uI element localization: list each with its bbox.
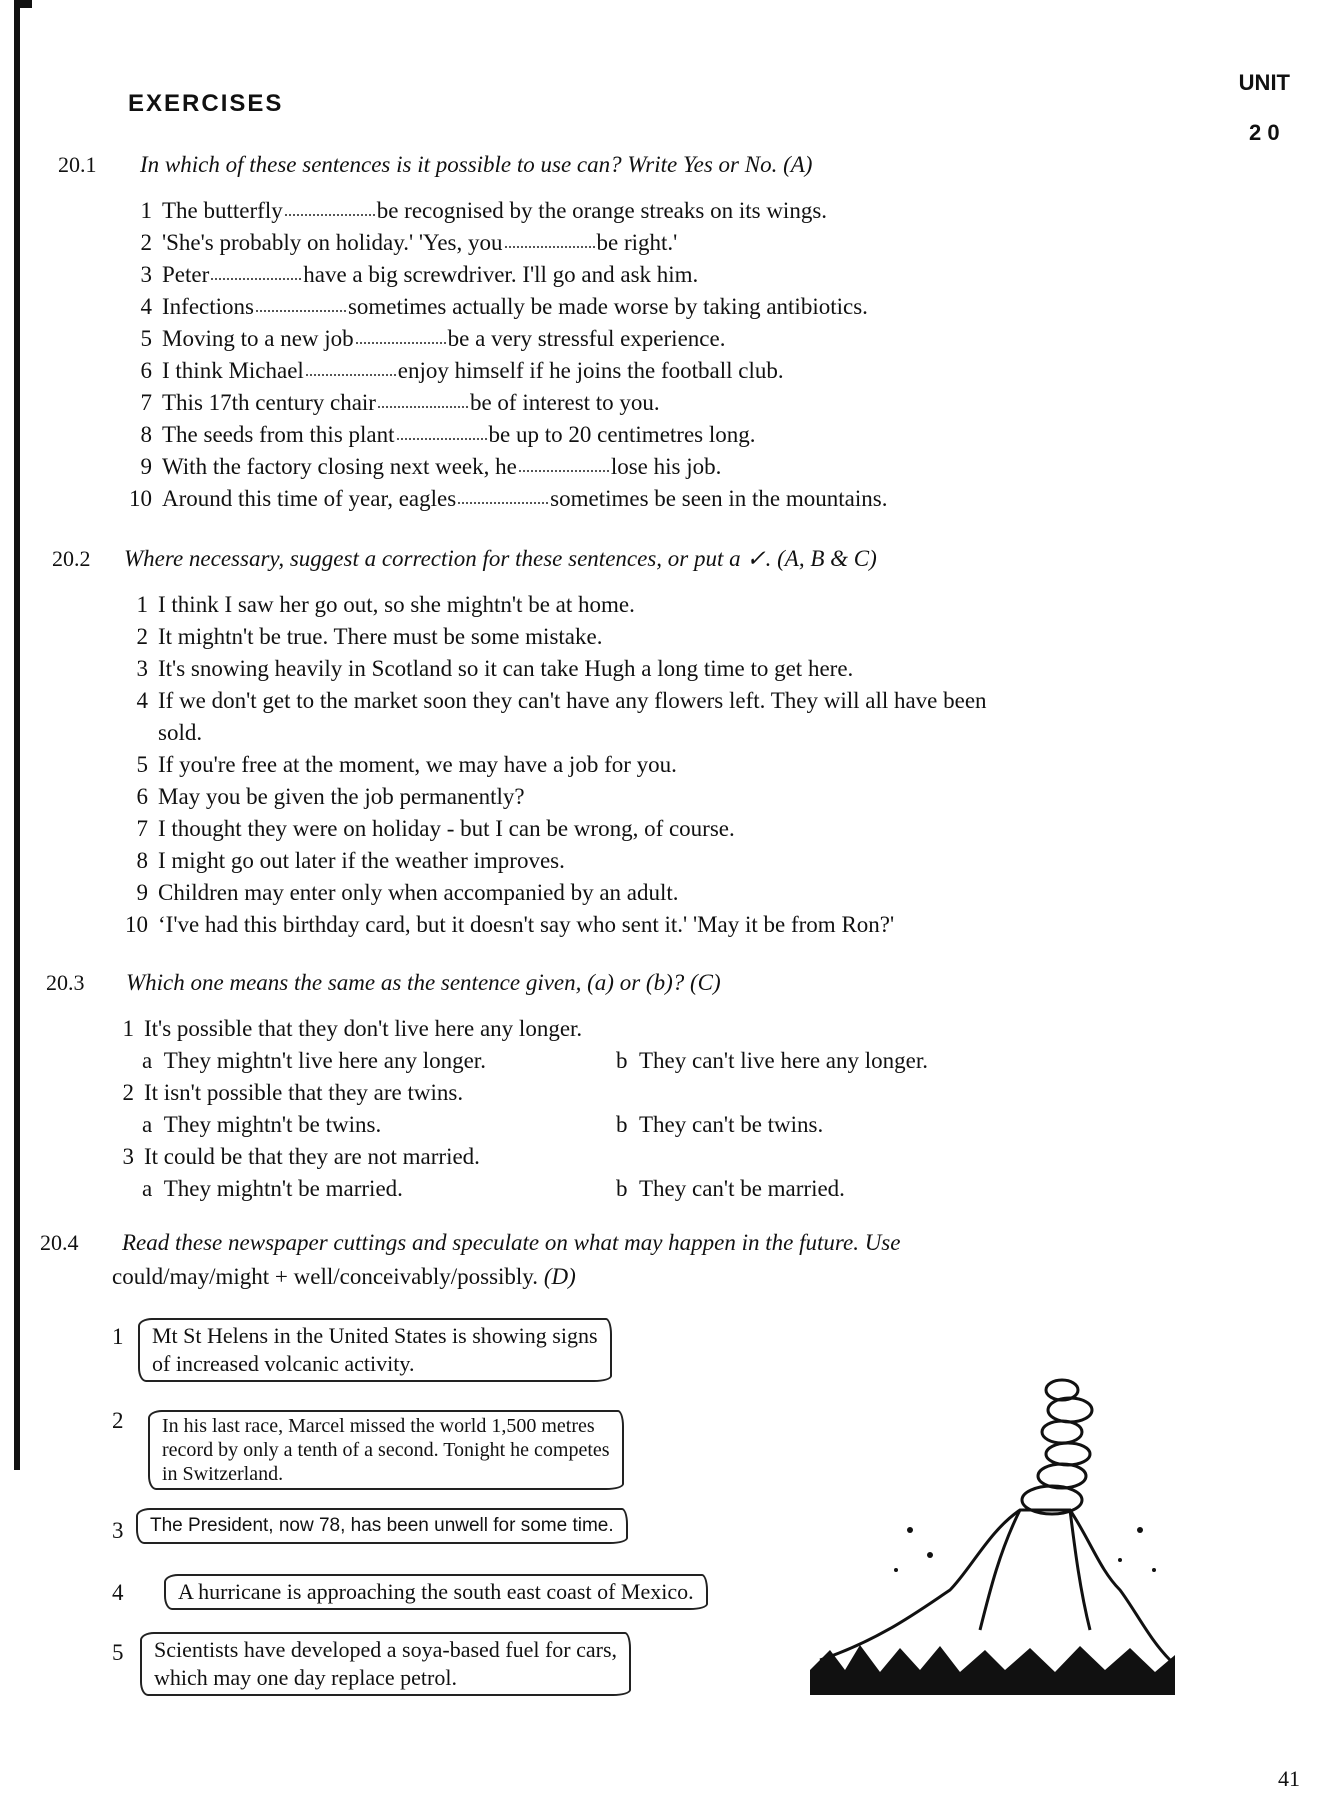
list-item: 2 It mightn't be true. There must be some mistake. — [136, 624, 603, 649]
answer-blank[interactable] — [505, 245, 595, 248]
list-item: 1 I think I saw her go out, so she mightn't be at home. — [136, 592, 635, 617]
newspaper-cutting: In his last race, Marcel missed the world 1,500 metres record by only a tenth of a second. Tonight he competes in Switzerland. — [148, 1410, 624, 1490]
exercise-number-20-1: 20.1 — [58, 152, 97, 177]
option-row — [100, 1112, 1100, 1144]
exercise-instruction-20-4-line2: could/may/might + well/conceivably/possibly. (D) — [112, 1264, 576, 1289]
cutting-number: 2 — [112, 1408, 124, 1433]
option-a[interactable]: a They mightn't be twins. — [142, 1112, 382, 1137]
option-row — [100, 1048, 1100, 1080]
list-item: 1 It's possible that they don't live here any longer. — [122, 1016, 583, 1041]
list-item-continuation: sold. — [158, 720, 203, 745]
unit-label-text: UNIT — [1238, 70, 1290, 95]
list-item: 5 If you're free at the moment, we may have a job for you. — [136, 752, 677, 777]
list-item: 3 It could be that they are not married. — [122, 1144, 480, 1169]
cutting-number: 4 — [112, 1580, 124, 1605]
option-a[interactable]: a They mightn't be married. — [142, 1176, 403, 1201]
list-item: 4 If we don't get to the market soon they can't have any flowers left. They will all have been — [136, 688, 987, 713]
answer-blank[interactable] — [519, 469, 609, 472]
volcano-illustration — [800, 1370, 1180, 1700]
margin-rule-tick — [14, 0, 32, 8]
exercise-instruction-20-4: Read these newspaper cuttings and speculate on what may happen in the future. Use — [122, 1230, 901, 1255]
cutting-number: 5 — [112, 1640, 124, 1665]
answer-blank[interactable] — [356, 341, 446, 344]
answer-blank[interactable] — [256, 309, 346, 312]
volcano-ground — [810, 1645, 1175, 1695]
option-a[interactable]: a They mightn't live here any longer. — [142, 1048, 486, 1073]
list-item: 7 I thought they were on holiday - but I can be wrong, of course. — [136, 816, 735, 841]
option-b[interactable]: b They can't live here any longer. — [616, 1048, 928, 1073]
list-item: 10 Around this time of year, eagles sometimes be seen in the mountains. — [129, 486, 888, 511]
list-item: 2 It isn't possible that they are twins. — [122, 1080, 464, 1105]
list-item: 2 'She's probably on holiday.' 'Yes, you be right.' — [140, 230, 678, 255]
exercise-20-2-list — [114, 592, 987, 944]
volcano-mountain — [820, 1510, 1170, 1660]
list-item: 6 May you be given the job permanently? — [136, 784, 525, 809]
answer-blank[interactable] — [211, 277, 301, 280]
answer-blank[interactable] — [458, 501, 548, 504]
page-number: 41 — [1278, 1766, 1300, 1791]
list-item: 9 With the factory closing next week, he lose his job. — [140, 454, 722, 479]
exercise-number-20-3: 20.3 — [46, 970, 85, 995]
list-item: 8 The seeds from this plant be up to 20 centimetres long. — [140, 422, 756, 447]
exercise-instruction-20-2: Where necessary, suggest a correction for these sentences, or put a ✓. (A, B & C) — [124, 546, 877, 571]
list-item: 3 It's snowing heavily in Scotland so it can take Hugh a long time to get here. — [136, 656, 854, 681]
exercise-instruction-20-3: Which one means the same as the sentence given, (a) or (b)? (C) — [126, 970, 721, 995]
unit-label — [1239, 58, 1290, 158]
option-b[interactable]: b They can't be married. — [616, 1176, 845, 1201]
exercise-20-3-list — [100, 1016, 1100, 1208]
list-item: 5 Moving to a new job be a very stressful experience. — [140, 326, 726, 351]
list-item: 7 This 17th century chair be of interest to you. — [140, 390, 660, 415]
margin-rule — [14, 0, 20, 1470]
cutting-number: 3 — [112, 1518, 124, 1543]
list-item: 8 I might go out later if the weather improves. — [136, 848, 565, 873]
exercise-20-1-list — [118, 198, 887, 518]
exercise-instruction-20-1: In which of these sentences is it possible to use can? Write Yes or No. (A) — [140, 152, 813, 177]
list-item: 3 Peter have a big screwdriver. I'll go and ask him. — [140, 262, 699, 287]
answer-blank[interactable] — [378, 405, 468, 408]
list-item: 9 Children may enter only when accompanied by an adult. — [136, 880, 679, 905]
volcano-sparks — [894, 1527, 1156, 1572]
list-item: 6 I think Michael enjoy himself if he joins the football club. — [140, 358, 784, 383]
volcano-smoke — [1022, 1380, 1092, 1514]
list-item: 1 The butterfly be recognised by the orange streaks on its wings. — [140, 198, 828, 223]
cutting-number: 1 — [112, 1324, 124, 1349]
list-item: 10 ‘I've had this birthday card, but it doesn't say who sent it.' 'May it be from Ron?' — [125, 912, 895, 937]
newspaper-cutting: Mt St Helens in the United States is showing signs of increased volcanic activity. — [138, 1318, 612, 1382]
newspaper-cutting: A hurricane is approaching the south east coast of Mexico. — [164, 1574, 708, 1610]
newspaper-cutting: Scientists have developed a soya-based fuel for cars, which may one day replace petrol. — [140, 1632, 631, 1696]
exercise-number-20-2: 20.2 — [52, 546, 91, 571]
exercises-title: EXERCISES — [128, 90, 284, 117]
exercise-number-20-4: 20.4 — [40, 1230, 79, 1255]
newspaper-cutting: The President, now 78, has been unwell for some time. — [136, 1508, 628, 1544]
unit-number: 2 0 — [1249, 120, 1280, 145]
list-item: 4 Infections sometimes actually be made worse by taking antibiotics. — [140, 294, 868, 319]
answer-blank[interactable] — [285, 213, 375, 216]
option-b[interactable]: b They can't be twins. — [616, 1112, 824, 1137]
answer-blank[interactable] — [397, 437, 487, 440]
option-row — [100, 1176, 1100, 1208]
answer-blank[interactable] — [306, 373, 396, 376]
